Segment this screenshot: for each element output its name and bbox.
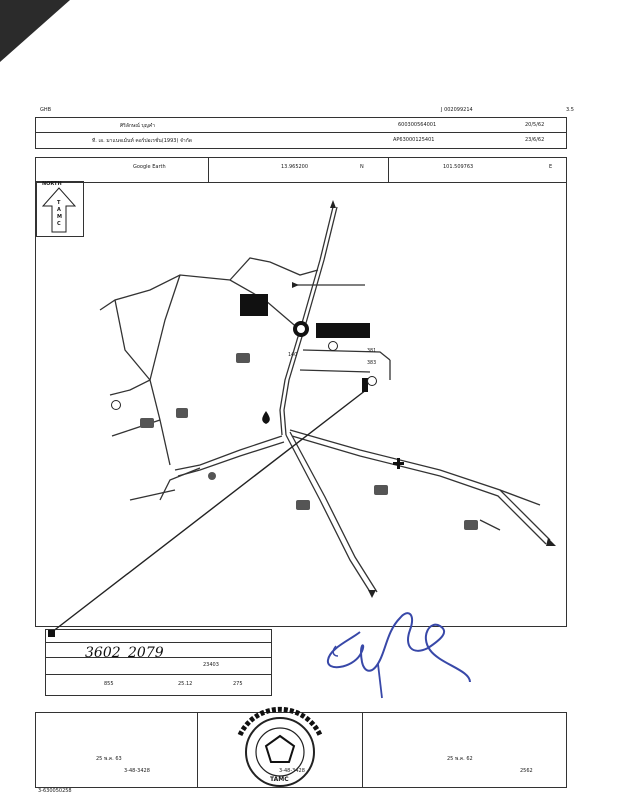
north-letter-a: A <box>57 207 61 213</box>
coords-source: Google Earth <box>133 164 166 170</box>
page-number: 3.5 <box>566 107 574 113</box>
handwritten-plot-number: 3602 <box>85 645 121 661</box>
stamp-text: TAMC <box>270 776 289 783</box>
plot-area-1: 855 <box>104 681 114 687</box>
sign-date-right: 25 พ.ค. 62 <box>447 756 473 762</box>
road-number-1: 381 <box>367 349 377 354</box>
document-number: 3-630050258 <box>38 788 72 794</box>
deed-number: 600300564001 <box>398 122 437 128</box>
handwritten-plot-number-2: 2079 <box>128 645 164 661</box>
north-letter-c: C <box>57 221 61 227</box>
owner-name: ศิริลักษณ์ บุญคำ <box>120 123 156 129</box>
case-number: J 002099214 <box>441 107 473 113</box>
north-letter-t: T <box>57 200 61 206</box>
date-one: 20/5/62 <box>525 122 545 128</box>
header-code: GHB <box>40 107 52 113</box>
north-label: NORTH <box>42 181 62 187</box>
company-name: ที. เอ. มาแนจเม้นท์ คอร์ปอเรชั่น(1993) จำกัด <box>92 138 192 144</box>
coords-lat-dir: N <box>360 164 364 170</box>
sign-date-left: 25 พ.ค. 63 <box>96 756 122 762</box>
plot-area-3: 275 <box>233 681 243 687</box>
sign-date-right-2: 2562 <box>520 768 533 774</box>
coords-lat: 13.965200 <box>281 164 309 170</box>
registration-middle: 3-48-3428 <box>279 768 305 774</box>
area-value: 23403 <box>203 662 219 668</box>
road-number-2: 383 <box>367 361 377 366</box>
appraiser-number: AP63000125401 <box>393 137 435 143</box>
north-letter-m: M <box>57 214 62 220</box>
distance-label: 140 <box>288 353 298 358</box>
coords-lon: 101.509763 <box>443 164 474 170</box>
coords-lon-dir: E <box>549 164 553 170</box>
plot-area-2: 25.12 <box>178 681 193 687</box>
registration-left: 3-48-3428 <box>124 768 150 774</box>
date-two: 23/6/62 <box>525 137 545 143</box>
